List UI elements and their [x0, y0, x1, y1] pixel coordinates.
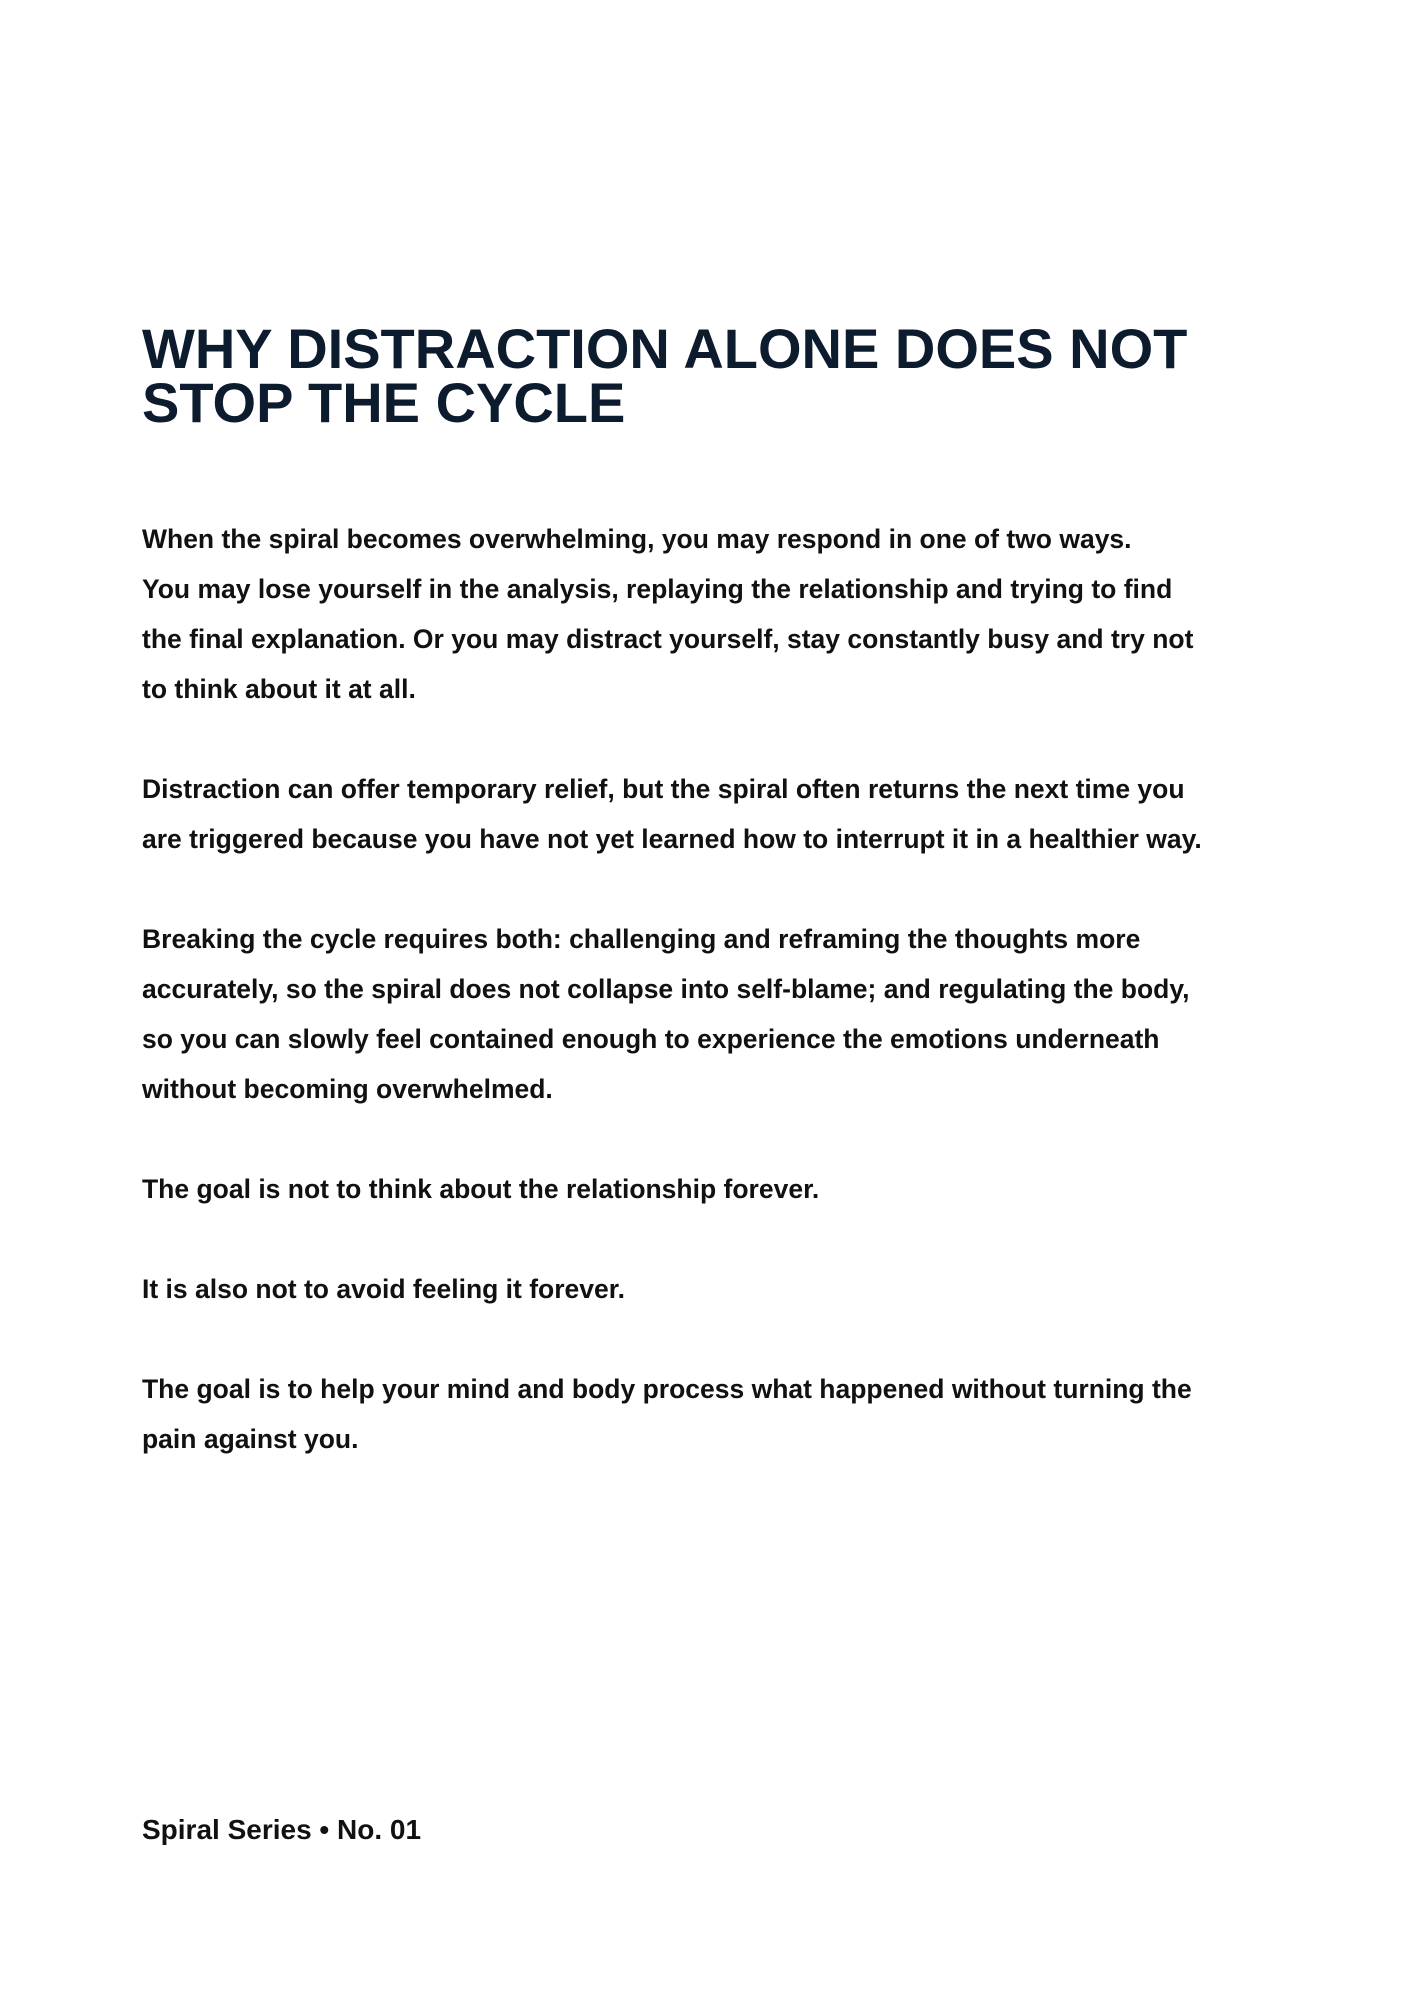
body-text: [142, 514, 1302, 1514]
paragraph-line: so you can slowly feel contained enough to experience the emotions underneath: [142, 1024, 1160, 1054]
paragraph-line: are triggered because you have not yet learned how to interrupt it in a healthier way.: [142, 824, 1202, 854]
paragraph-5: [142, 1264, 1302, 1314]
paragraph-line: to think about it at all.: [142, 674, 416, 704]
page-title: [142, 317, 1302, 434]
paragraph-line: When the spiral becomes overwhelming, you may respond in one of two ways.: [142, 524, 1132, 554]
paragraph-line: It is also not to avoid feeling it forever.: [142, 1274, 625, 1304]
paragraph-line: accurately, so the spiral does not collapse into self-blame; and regulating the body,: [142, 974, 1190, 1004]
paragraph-line: Distraction can offer temporary relief, but the spiral often returns the next time you: [142, 774, 1185, 804]
paragraph-3: [142, 914, 1302, 1114]
paragraph-line: The goal is to help your mind and body process what happened without turning the: [142, 1374, 1192, 1404]
paragraph-line: You may lose yourself in the analysis, replaying the relationship and trying to find: [142, 574, 1173, 604]
paragraph-2: [142, 764, 1302, 864]
paragraph-line: Breaking the cycle requires both: challenging and reframing the thoughts more: [142, 924, 1141, 954]
paragraph-line: The goal is not to think about the relationship forever.: [142, 1174, 820, 1204]
paragraph-line: without becoming overwhelmed.: [142, 1074, 553, 1104]
series-footer: Spiral Series • No. 01: [142, 1814, 422, 1845]
paragraph-6: [142, 1364, 1302, 1464]
paragraph-4: [142, 1164, 1302, 1214]
paragraph-1: [142, 514, 1302, 714]
paragraph-line: the final explanation. Or you may distract yourself, stay constantly busy and try not: [142, 624, 1194, 654]
title-line-1: WHY DISTRACTION ALONE DOES NOT: [142, 317, 1188, 380]
paragraph-line: pain against you.: [142, 1424, 359, 1454]
title-line-2: STOP THE CYCLE: [142, 371, 626, 434]
